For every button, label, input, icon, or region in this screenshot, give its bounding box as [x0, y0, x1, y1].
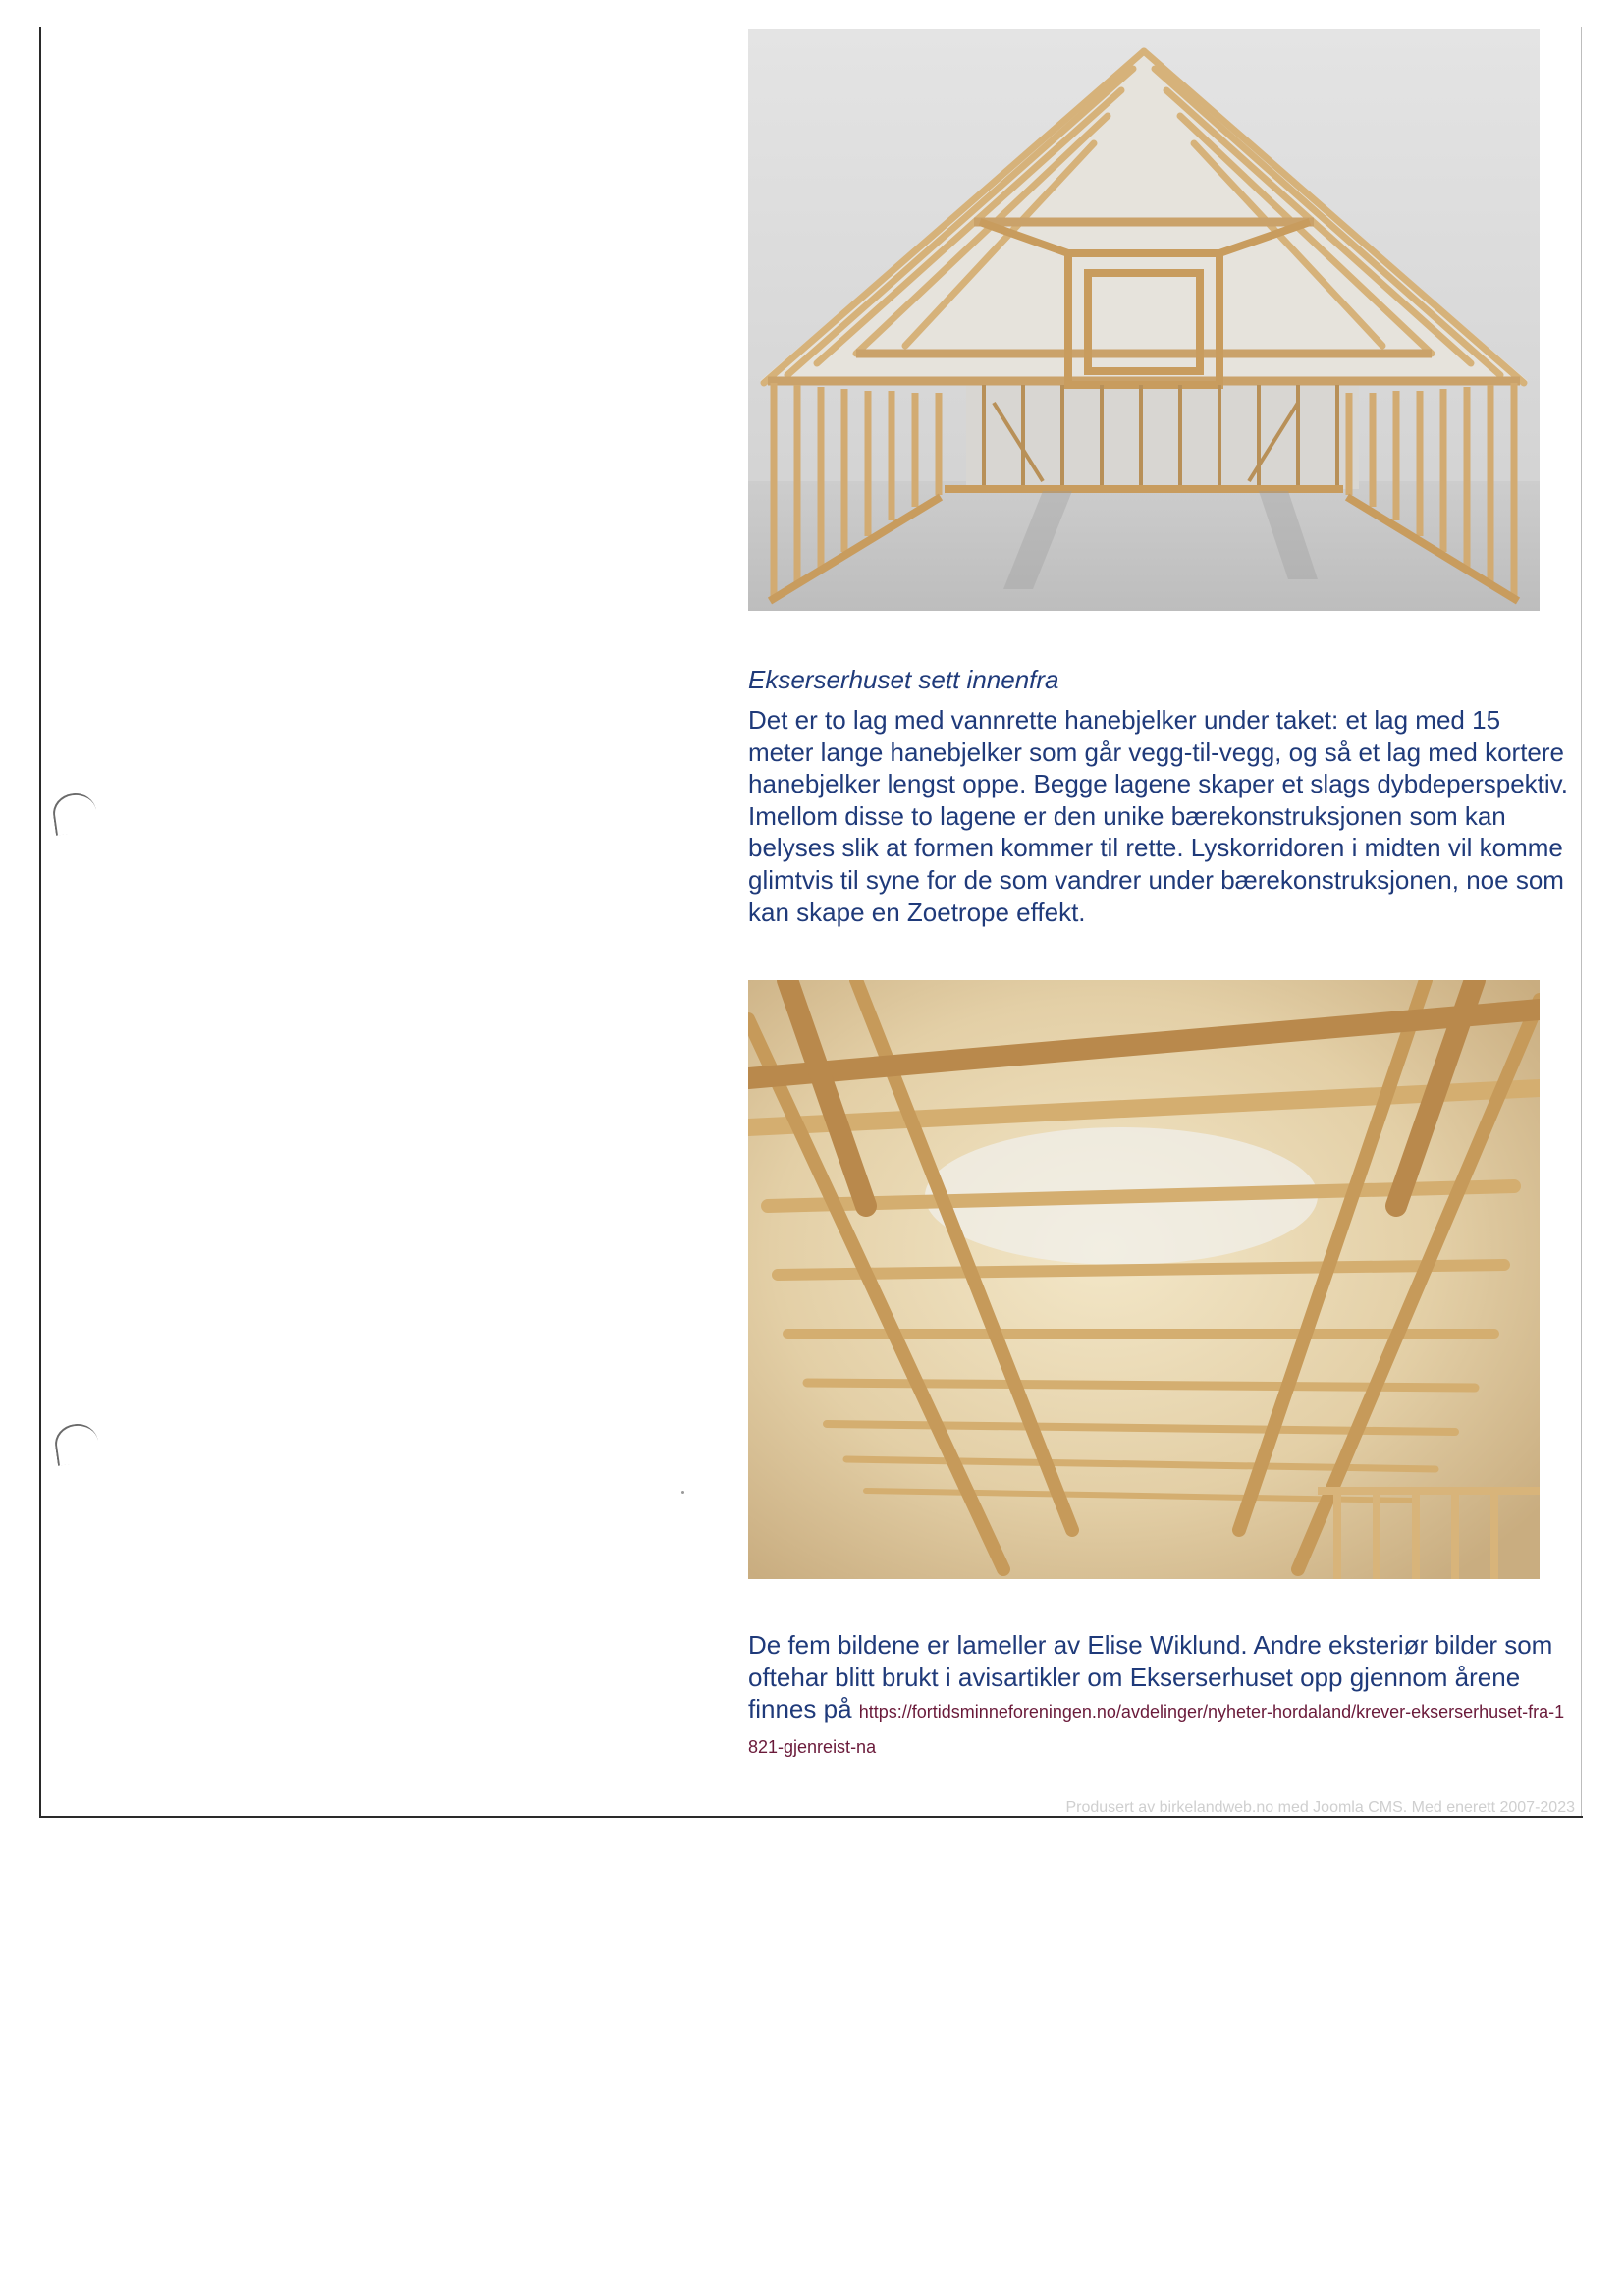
roof-model-interior-photo: [748, 29, 1540, 611]
body-paragraph: Det er to lag med vannrette hanebjelker under taket: et lag med 15 meter lange hanebjelker som går vegg-til-vegg, og så et lag med kortere hanebjelker lengst oppe. Begge lagene skaper et slags dybdeperspektiv. Imellom disse to lagene er den unike bærekonstruksjonen som kan belyses slik at formen kommer til rette. Lyskorridoren i midten vil komme glimtvis til syne for de som vandrer under bærekonstruksjonen, noe som kan skape en Zoetrope effekt.: [748, 705, 1568, 927]
page-border-left: [39, 27, 41, 1817]
photo-credits: [748, 1629, 1569, 1763]
page-border-right: [1581, 27, 1582, 1817]
scan-speck: [681, 1491, 684, 1494]
credits-text: De fem bildene er lameller av Elise Wiklund. Andre eksteriør bilder som oftehar blitt brukt i avisartikler om Ekserserhuset opp gjennom årene finnes på: [748, 1630, 1553, 1724]
site-footer: Produsert av birkelandweb.no med Joomla CMS. Med enerett 2007-2023: [1065, 1799, 1575, 1816]
photo-caption-title: Ekserserhuset sett innenfra: [748, 665, 1059, 694]
punch-hole: [50, 791, 98, 836]
roof-structure-underside-photo: [748, 980, 1540, 1579]
source-article-link[interactable]: https://fortidsminneforeningen.no/avdelinger/nyheter-hordaland/krever-ekserserhuset-fra-1821-gjenreist-na: [748, 1702, 1565, 1757]
punch-hole: [52, 1421, 100, 1466]
